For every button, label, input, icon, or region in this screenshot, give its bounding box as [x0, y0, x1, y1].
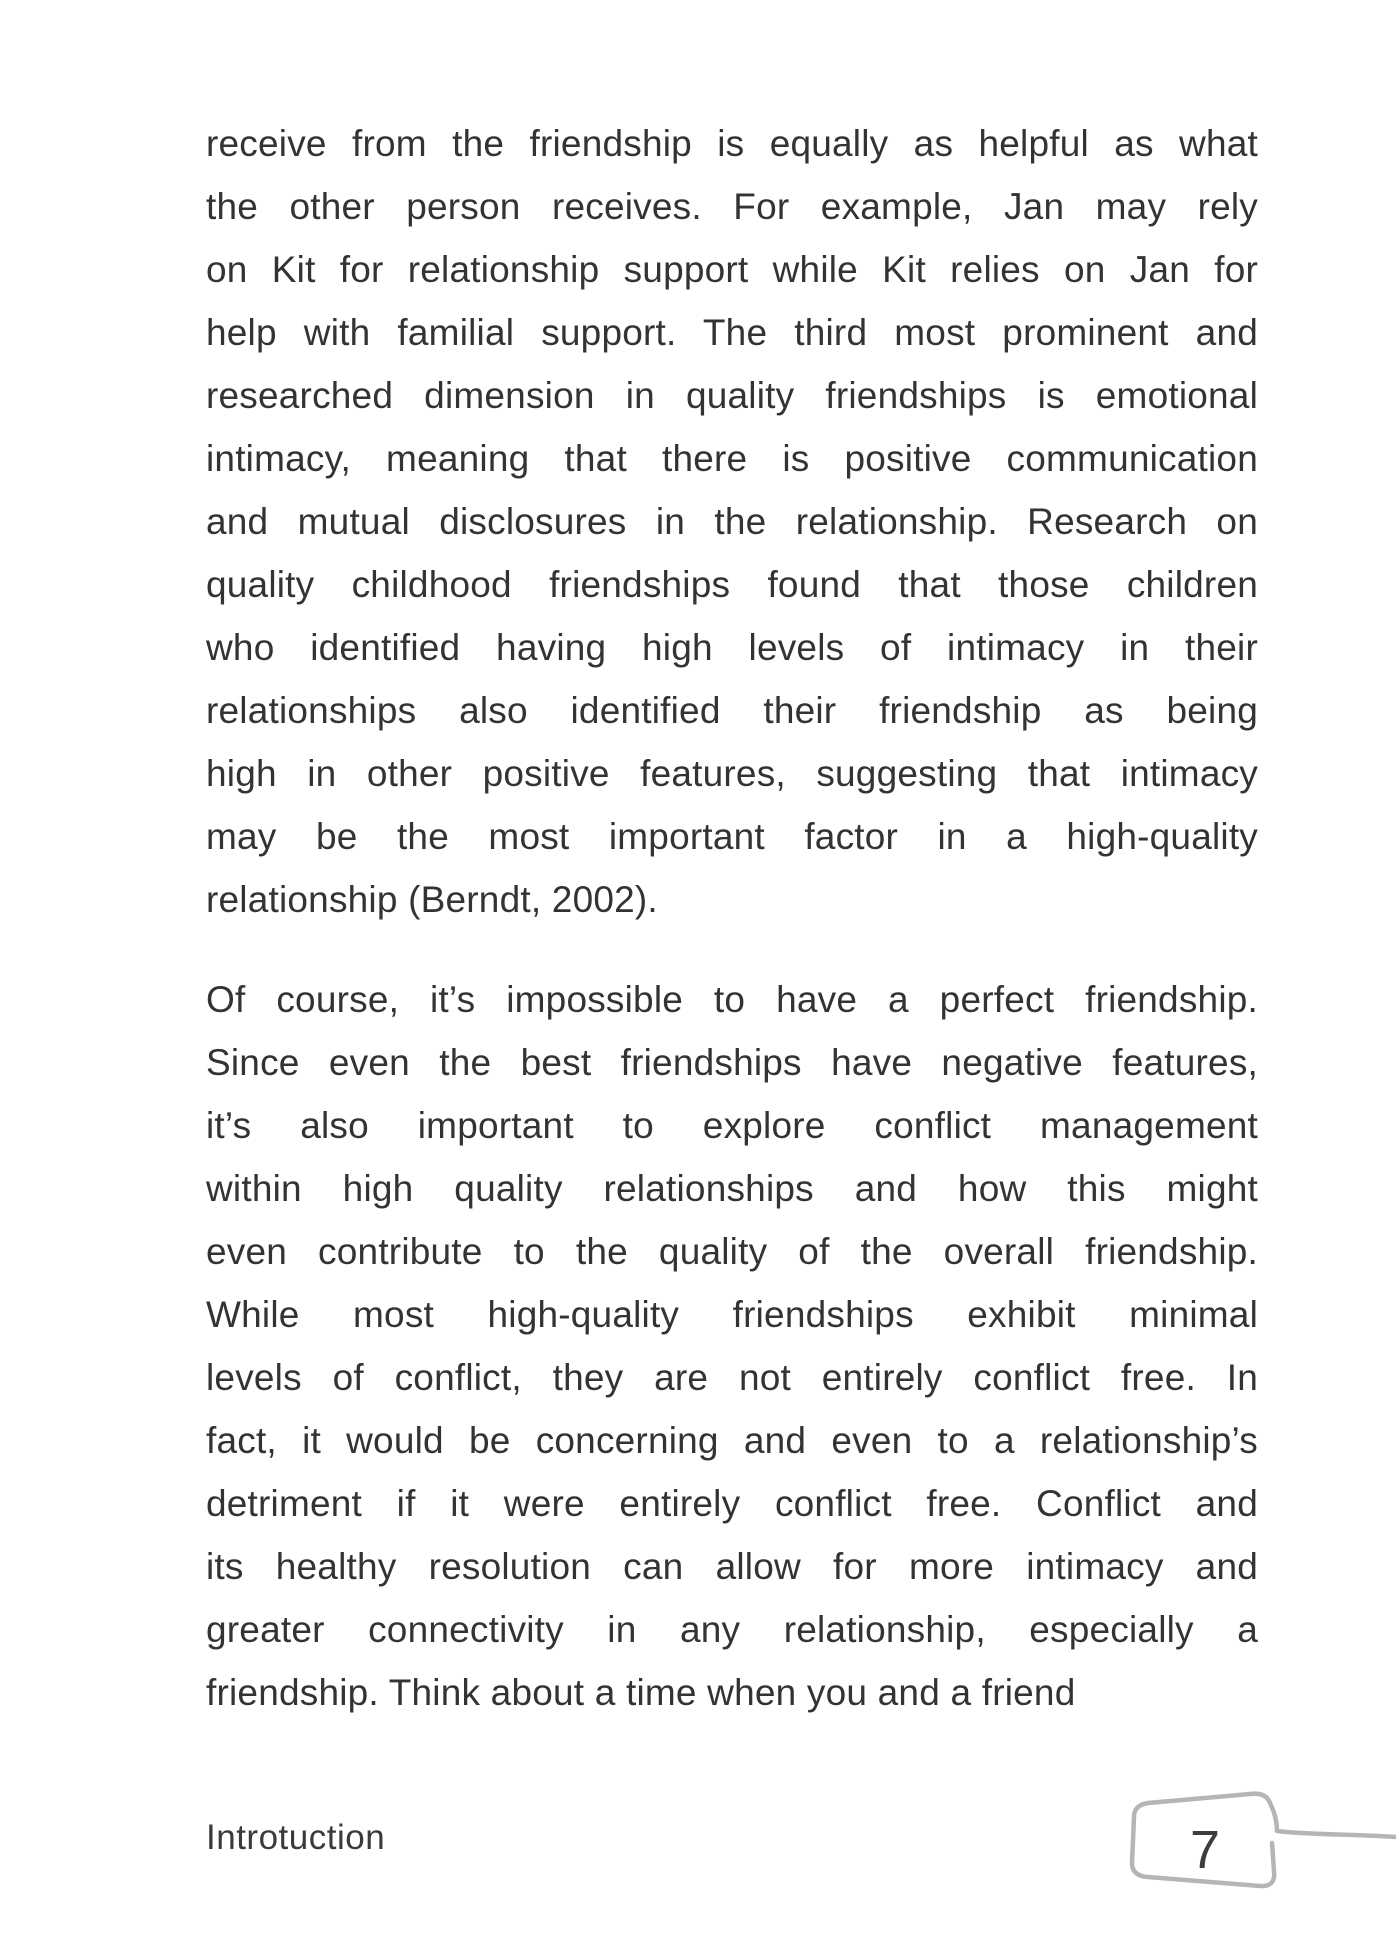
body-text: [206, 112, 1258, 1724]
text-line: researched dimension in quality friendships is emotional: [206, 375, 1258, 416]
text-line: on Kit for relationship support while Kit relies on Jan for: [206, 249, 1258, 290]
text-line: and mutual disclosures in the relationship. Research on: [206, 501, 1258, 542]
text-line: intimacy, meaning that there is positive communication: [206, 438, 1258, 479]
text-line: even contribute to the quality of the overall friendship.: [206, 1231, 1258, 1272]
text-line: its healthy resolution can allow for more intimacy and: [206, 1546, 1258, 1587]
paragraph: [206, 968, 1258, 1724]
text-line: it’s also important to explore conflict management: [206, 1105, 1258, 1146]
text-line: Since even the best friendships have negative features,: [206, 1042, 1258, 1083]
paragraph: [206, 112, 1258, 931]
text-line: receive from the friendship is equally as helpful as what: [206, 123, 1258, 164]
text-line: may be the most important factor in a high-quality: [206, 816, 1258, 857]
footer-chapter-label: Introtuction: [206, 1818, 386, 1857]
text-line: quality childhood friendships found that those children: [206, 564, 1258, 605]
text-line: Of course, it’s impossible to have a perfect friendship.: [206, 979, 1258, 1020]
text-line: detriment if it were entirely conflict free. Conflict and: [206, 1483, 1258, 1524]
text-line: greater connectivity in any relationship, especially a: [206, 1609, 1258, 1650]
text-line: levels of conflict, they are not entirely conflict free. In: [206, 1357, 1258, 1398]
text-line: high in other positive features, suggesting that intimacy: [206, 753, 1258, 794]
text-line: who identified having high levels of intimacy in their: [206, 627, 1258, 668]
text-line: help with familial support. The third most prominent and: [206, 312, 1258, 353]
page-number-box-icon: [1100, 1765, 1396, 1910]
text-line: fact, it would be concerning and even to a relationship’s: [206, 1420, 1258, 1461]
page-number: 7: [1189, 1820, 1221, 1880]
text-line: While most high-quality friendships exhibit minimal: [206, 1294, 1258, 1335]
text-line: the other person receives. For example, Jan may rely: [206, 186, 1258, 227]
text-line: relationships also identified their friendship as being: [206, 690, 1258, 731]
text-line: within high quality relationships and how this might: [206, 1168, 1258, 1209]
text-line: relationship (Berndt, 2002).: [206, 879, 658, 920]
text-line: friendship. Think about a time when you and a friend: [206, 1672, 1076, 1713]
